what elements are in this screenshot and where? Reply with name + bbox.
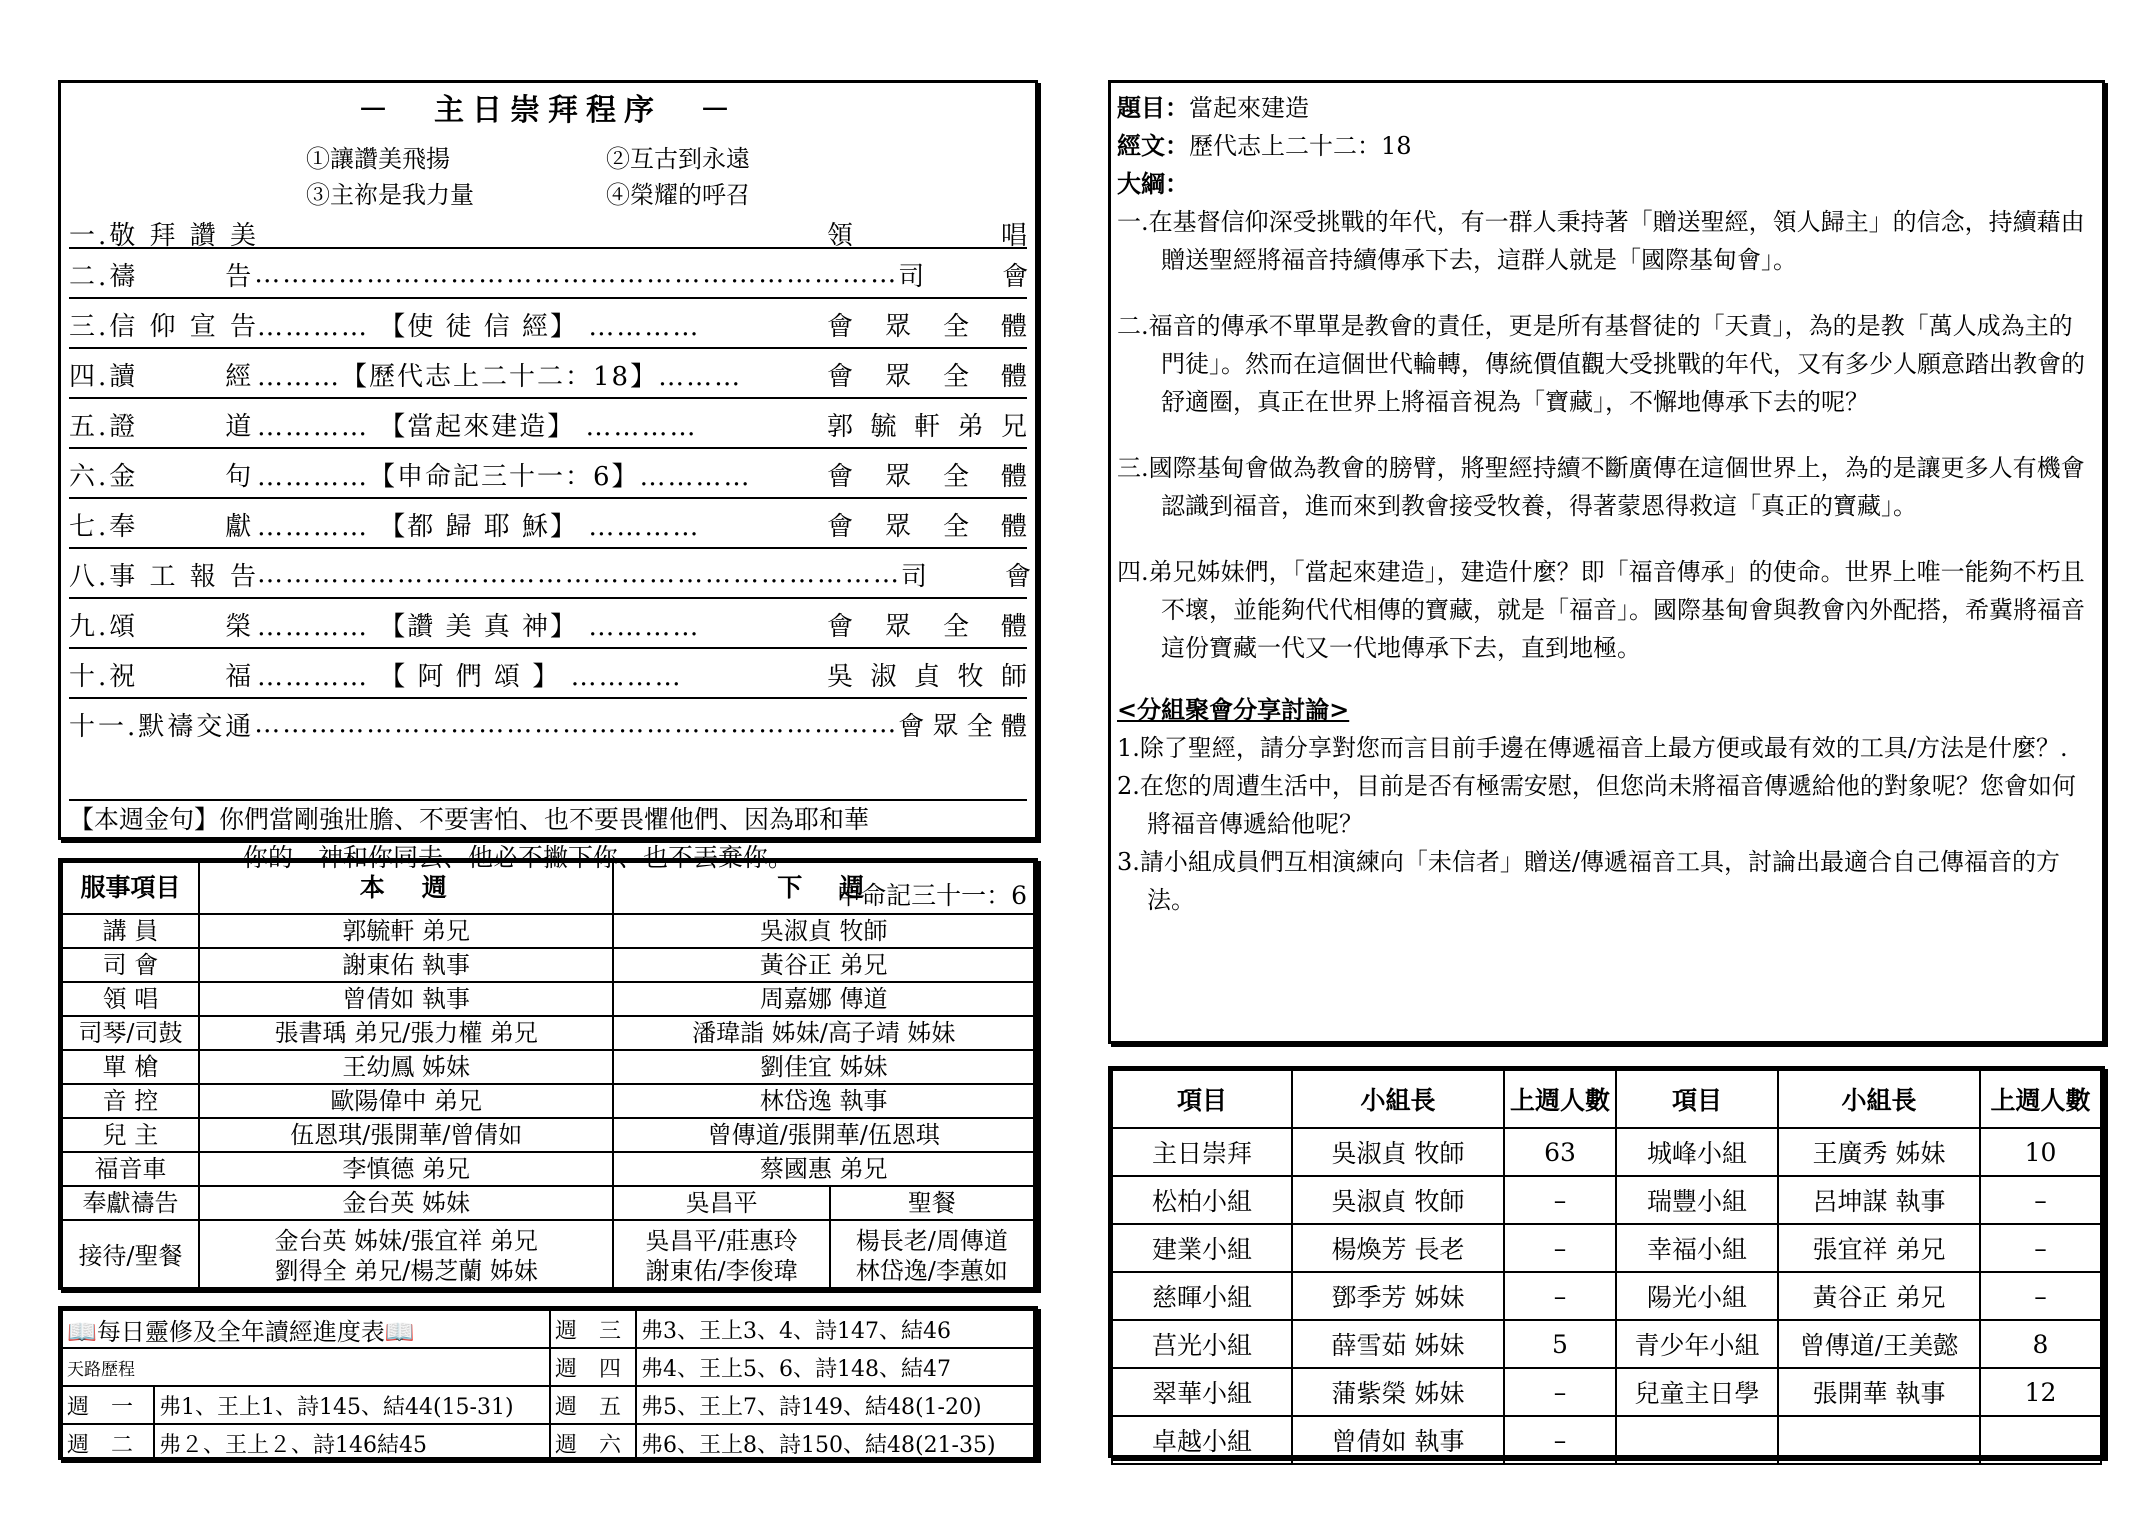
role-cell: 福音車 xyxy=(62,1152,199,1186)
worship-item-content: …………【申命記三十一：6】………… xyxy=(257,461,752,492)
group-name: 幸福小組 xyxy=(1616,1224,1778,1272)
role-cell: 司琴/司鼓 xyxy=(62,1016,199,1050)
scripture-label: 經文： xyxy=(1117,131,1189,160)
group-leader: 呂坤謀 執事 xyxy=(1778,1176,1980,1224)
table-row xyxy=(1112,1224,2101,1272)
worship-item-label: 四.讀 經 xyxy=(69,361,255,392)
hymn-3: ③主祢是我力量 xyxy=(306,181,474,209)
group-attendance-count: 8 xyxy=(1980,1320,2101,1368)
table-row xyxy=(62,1118,1034,1152)
next-week-cell: 潘瑋詣 姊妹/高子靖 姊妹 xyxy=(613,1016,1034,1050)
devotion-day: 週 一 xyxy=(62,1386,154,1424)
group-name: 卓越小組 xyxy=(1112,1416,1292,1464)
reception-this-2: 劉得全 弟兄/楊芝蘭 姊妹 xyxy=(274,1257,538,1285)
topic-label: 題目： xyxy=(1117,93,1189,122)
worship-item-content: ………… 【使 徒 信 經】 ………… xyxy=(257,311,701,342)
group-name: 青少年小組 xyxy=(1616,1320,1778,1368)
devotion-day: 週 六 xyxy=(550,1424,636,1462)
worship-item xyxy=(69,447,1027,499)
group-name xyxy=(1616,1416,1778,1464)
role-cell: 講 員 xyxy=(62,914,199,948)
outline-point-4: 四.弟兄姊妹們，「當起來建造」，建造什麼？即「福音傳承」的使命。世界上唯一能夠不朽且不壞，並能夠代代相傳的寶藏，就是「福音」。國際基甸會與教會內外配搭，希冀將福音這份寶藏一代又一代地傳承下去，直到地極。 xyxy=(1117,558,2085,662)
table-row xyxy=(62,1186,1034,1220)
group-name: 瑞豐小組 xyxy=(1616,1176,1778,1224)
group-leader: 蒲紫榮 姊妹 xyxy=(1292,1368,1504,1416)
discussion-question-2: 2.在您的周遭生活中，目前是否有極需安慰，但您尚未將福音傳遞給他的對象呢？您會如何將福音傳遞給他呢？ xyxy=(1117,772,2076,838)
outline-point-3: 三.國際基甸會做為教會的膀臂，將聖經持續不斷廣傳在這個世界上，為的是讓更多人有機會認識到福音，進而來到教會接受牧養，得著蒙恩得救這「真正的寶藏」。 xyxy=(1117,454,2085,520)
group-leader: 曾傳道/王美懿 xyxy=(1778,1320,1980,1368)
worship-item-leader: 吳 淑 貞 牧 師 xyxy=(827,661,1027,692)
devotion-reading: 弗4、王上5、6、詩148、結47 xyxy=(636,1348,1034,1386)
group-attendance xyxy=(1108,1066,2105,1458)
devotion-table xyxy=(61,1309,1035,1463)
group-leader: 鄧季芳 姊妹 xyxy=(1292,1272,1504,1320)
role-cell: 兒 主 xyxy=(62,1118,199,1152)
worship-item xyxy=(69,597,1027,649)
header-this-week: 本 週 xyxy=(199,862,614,914)
devotion-day: 週 二 xyxy=(62,1424,154,1462)
this-week-cell: 曾倩如 執事 xyxy=(199,982,614,1016)
worship-title: － 主日崇拜程序 － xyxy=(358,93,738,128)
group-leader: 張宜祥 弟兄 xyxy=(1778,1224,1980,1272)
worship-item-label: 十.祝 福 xyxy=(69,661,255,692)
table-row xyxy=(62,948,1034,982)
worship-item-content: ………… 【當起來建造】 ………… xyxy=(257,411,698,442)
worship-item-label: 二.禱 告 xyxy=(69,261,255,292)
group-column-header: 小組長 xyxy=(1292,1070,1504,1128)
role-cell: 接待/聖餐 xyxy=(62,1220,199,1292)
worship-item xyxy=(69,347,1027,399)
worship-item-leader: 司 會 xyxy=(901,561,1032,592)
group-name: 建業小組 xyxy=(1112,1224,1292,1272)
next-week-cell: 曾傳道/張開華/伍恩琪 xyxy=(613,1118,1034,1152)
verse-line-2: 你的 神和你同去、他必不撇下你、也不丟棄你。 xyxy=(243,843,794,872)
this-week-cell xyxy=(199,1220,614,1292)
worship-item-leader: 會 眾 全 體 xyxy=(827,461,1027,492)
next-week-cell xyxy=(613,1220,829,1292)
group-name: 陽光小組 xyxy=(1616,1272,1778,1320)
this-week-cell: 郭毓軒 弟兄 xyxy=(199,914,614,948)
table-row xyxy=(1112,1416,2101,1464)
table-row xyxy=(1112,1320,2101,1368)
this-week-cell: 謝東佑 執事 xyxy=(199,948,614,982)
group-name: 松柏小組 xyxy=(1112,1176,1292,1224)
worship-item-content: …………………………………………………………… xyxy=(254,709,899,739)
group-name: 主日崇拜 xyxy=(1112,1128,1292,1176)
group-attendance-count: – xyxy=(1980,1176,2101,1224)
group-leader: 吳淑貞 牧師 xyxy=(1292,1128,1504,1176)
sermon-topic xyxy=(1117,89,2096,127)
service-roster-table xyxy=(61,861,1035,1293)
group-attendance-count: – xyxy=(1504,1416,1616,1464)
this-week-cell: 王幼鳳 姊妹 xyxy=(199,1050,614,1084)
outline-label xyxy=(1117,165,2096,203)
worship-item xyxy=(69,297,1027,349)
group-leader: 楊煥芳 長老 xyxy=(1292,1224,1504,1272)
table-row xyxy=(1112,1368,2101,1416)
worship-item-content: ………【歷代志上二十二：18】……… xyxy=(257,361,743,392)
outline-point-2: 二.福音的傳承不單單是教會的責任，更是所有基督徒的「天責」，為的是教「萬人成為主的門徒」。然而在這個世代輪轉，傳統價值觀大受挑戰的年代，又有多少人願意踏出教會的舒適圈，真正在世界上將福音視為「寶藏」，不懈地傳承下去的呢？ xyxy=(1117,312,2085,416)
worship-item-label: 九.頌 榮 xyxy=(69,611,255,642)
group-column-header: 上週人數 xyxy=(1504,1070,1616,1128)
worship-item xyxy=(69,397,1027,449)
devotion-reading: 弗２、王上２、詩146結45 xyxy=(154,1424,550,1462)
next-week-cell: 聖餐 xyxy=(830,1186,1034,1220)
header-next-week: 下 週 xyxy=(613,862,1034,914)
this-week-cell: 歐陽偉中 弟兄 xyxy=(199,1084,614,1118)
next-week-cell: 黃谷正 弟兄 xyxy=(613,948,1034,982)
worship-item-label: 八.事 工 報 告 xyxy=(69,561,260,592)
worship-item-label: 六.金 句 xyxy=(69,461,255,492)
worship-item-label: 七.奉 獻 xyxy=(69,511,255,542)
table-row xyxy=(1112,1128,2101,1176)
worship-item xyxy=(69,247,1027,299)
devotion-title: 📖每日靈修及全年讀經進度表📖 xyxy=(62,1310,550,1348)
devotion-reading: 弗5、王上7、詩149、結48(1-20) xyxy=(636,1386,1034,1424)
table-row xyxy=(62,1220,1034,1292)
next-week-cell: 劉佳宜 姊妹 xyxy=(613,1050,1034,1084)
group-leader: 張開華 執事 xyxy=(1778,1368,1980,1416)
reception-next-a1: 吳昌平/莊惠玲 xyxy=(645,1227,798,1255)
scripture-value: 歷代志上二十二：18 xyxy=(1189,132,1412,160)
hymn-1: ①讓讚美飛揚 xyxy=(306,145,450,173)
group-name: 莒光小組 xyxy=(1112,1320,1292,1368)
worship-item-content: ………… 【 阿 們 頌 】 ………… xyxy=(257,661,683,692)
group-leader: 黃谷正 弟兄 xyxy=(1778,1272,1980,1320)
reception-next-b2: 林岱逸/李蕙如 xyxy=(855,1257,1008,1285)
devotion-day: 週 三 xyxy=(550,1310,636,1348)
topic-value: 當起來建造 xyxy=(1189,94,1309,122)
worship-item-content: …………………………………………………………… xyxy=(257,559,901,589)
outline-point-1: 一.在基督信仰深受挑戰的年代，有一群人秉持著「贈送聖經，領人歸主」的信念，持續藉由贈送聖經將福音持續傳承下去，這群人就是「國際基甸會」。 xyxy=(1117,208,2085,274)
next-week-cell: 周嘉娜 傳道 xyxy=(613,982,1034,1016)
group-attendance-count: 63 xyxy=(1504,1128,1616,1176)
worship-item-label: 五.證 道 xyxy=(69,411,255,442)
service-roster xyxy=(58,858,1038,1290)
worship-item-leader: 會 眾 全 體 xyxy=(827,511,1027,542)
worship-item-content: …………………………………………………………… xyxy=(254,259,899,289)
reception-next-b1: 楊長老/周傳道 xyxy=(855,1227,1008,1255)
header-service-item: 服事項目 xyxy=(62,862,199,914)
group-attendance-count: – xyxy=(1504,1176,1616,1224)
devotion-day: 週 五 xyxy=(550,1386,636,1424)
table-row xyxy=(62,982,1034,1016)
discussion-question-1: 1.除了聖經，請分享對您而言目前手邊在傳遞福音上最方便或最有效的工具/方法是什麼？. xyxy=(1117,734,2068,762)
group-column-header: 小組長 xyxy=(1778,1070,1980,1128)
role-cell: 音 控 xyxy=(62,1084,199,1118)
discussion-title: <分組聚會分享討論> xyxy=(1117,695,1350,724)
group-attendance-count xyxy=(1980,1416,2101,1464)
group-attendance-count: – xyxy=(1980,1272,2101,1320)
devotion-reading: 弗1、王上1、詩145、結44(15-31) xyxy=(154,1386,550,1424)
devotion-subtitle: 天路歷程 xyxy=(62,1348,550,1386)
worship-item-leader: 會 眾 全 體 xyxy=(827,611,1027,642)
group-column-header: 項目 xyxy=(1112,1070,1292,1128)
hymn-4: ④榮耀的呼召 xyxy=(606,181,750,209)
this-week-cell: 伍恩琪/張開華/曾倩如 xyxy=(199,1118,614,1152)
group-column-header: 上週人數 xyxy=(1980,1070,2101,1128)
table-row xyxy=(62,1016,1034,1050)
discussion-question-3: 3.請小組成員們互相演練向「未信者」贈送/傳遞福音工具，討論出最適合自己傳福音的方法。 xyxy=(1117,848,2060,914)
role-cell: 單 槍 xyxy=(62,1050,199,1084)
group-attendance-count: 5 xyxy=(1504,1320,1616,1368)
next-week-cell xyxy=(830,1220,1034,1292)
group-name: 翠華小組 xyxy=(1112,1368,1292,1416)
sermon-scripture xyxy=(1117,127,2096,165)
worship-item-leader: 會 眾 全 體 xyxy=(898,711,1028,742)
worship-item-label: 三.信 仰 宣 告 xyxy=(69,311,260,342)
worship-item-label: 十一.默禱交通 xyxy=(69,711,255,742)
table-row xyxy=(1112,1272,2101,1320)
sermon-outline-panel xyxy=(1108,80,2105,1044)
group-attendance-table xyxy=(1111,1069,2102,1465)
group-leader: 曾倩如 執事 xyxy=(1292,1416,1504,1464)
devotion-reading-plan xyxy=(58,1306,1038,1460)
reception-this-1: 金台英 姊妹/張宜祥 弟兄 xyxy=(274,1227,538,1255)
group-leader: 王廣秀 姊妹 xyxy=(1778,1128,1980,1176)
group-attendance-count: – xyxy=(1504,1272,1616,1320)
worship-item xyxy=(69,697,1027,749)
group-attendance-count: – xyxy=(1504,1224,1616,1272)
this-week-cell: 張書瑀 弟兄/張力權 弟兄 xyxy=(199,1016,614,1050)
group-attendance-count: 12 xyxy=(1980,1368,2101,1416)
next-week-cell: 林岱逸 執事 xyxy=(613,1084,1034,1118)
devotion-reading: 弗3、王上3、4、詩147、結46 xyxy=(636,1310,1034,1348)
table-row xyxy=(1112,1176,2101,1224)
this-week-cell: 金台英 姊妹 xyxy=(199,1186,614,1220)
group-leader xyxy=(1778,1416,1980,1464)
group-attendance-count: – xyxy=(1980,1224,2101,1272)
group-column-header: 項目 xyxy=(1616,1070,1778,1128)
worship-item xyxy=(69,497,1027,549)
worship-item-leader: 領 唱 xyxy=(827,220,1027,251)
verse-line-1: 你們當剛強壯膽、不要害怕、也不要畏懼他們、因為耶和華 xyxy=(219,805,870,834)
group-attendance-count: – xyxy=(1504,1368,1616,1416)
outline-label-text: 大綱： xyxy=(1117,169,1189,198)
worship-item-content: ………… 【都 歸 耶 穌】 ………… xyxy=(257,511,701,542)
group-leader: 吳淑貞 牧師 xyxy=(1292,1176,1504,1224)
worship-item xyxy=(69,547,1032,599)
next-week-cell: 吳淑貞 牧師 xyxy=(613,914,1034,948)
table-row xyxy=(62,1084,1034,1118)
group-name: 慈暉小組 xyxy=(1112,1272,1292,1320)
this-week-cell: 李慎德 弟兄 xyxy=(199,1152,614,1186)
worship-item xyxy=(69,647,1027,699)
role-cell: 司 會 xyxy=(62,948,199,982)
worship-item-leader: 郭 毓 軒 弟 兄 xyxy=(827,411,1027,442)
table-row xyxy=(62,914,1034,948)
role-cell: 奉獻禱告 xyxy=(62,1186,199,1220)
role-cell: 領 唱 xyxy=(62,982,199,1016)
devotion-reading: 弗6、王上8、詩150、結48(21-35) xyxy=(636,1424,1034,1462)
worship-item-label: 一.敬 拜 讚 美 xyxy=(69,220,260,251)
table-row xyxy=(62,1152,1034,1186)
worship-item-leader: 司 會 xyxy=(898,261,1029,292)
worship-item-leader: 會 眾 全 體 xyxy=(827,311,1027,342)
reception-next-a2: 謝東佑/李俊瑋 xyxy=(645,1257,798,1285)
next-week-cell: 吳昌平 xyxy=(613,1186,829,1220)
next-week-cell: 蔡國惠 弟兄 xyxy=(613,1152,1034,1186)
verse-reference: 申命記三十一：6 xyxy=(836,881,1027,910)
group-leader: 薛雪茹 姊妹 xyxy=(1292,1320,1504,1368)
verse-label: 【本週金句】 xyxy=(69,805,220,834)
devotion-day: 週 四 xyxy=(550,1348,636,1386)
hymn-2: ②互古到永遠 xyxy=(606,145,750,173)
group-name: 兒童主日學 xyxy=(1616,1368,1778,1416)
group-name: 城峰小組 xyxy=(1616,1128,1778,1176)
worship-item-content: ………… 【讚 美 真 神】 ………… xyxy=(257,611,701,642)
group-attendance-count: 10 xyxy=(1980,1128,2101,1176)
table-row xyxy=(62,1050,1034,1084)
worship-item-leader: 會 眾 全 體 xyxy=(827,361,1027,392)
